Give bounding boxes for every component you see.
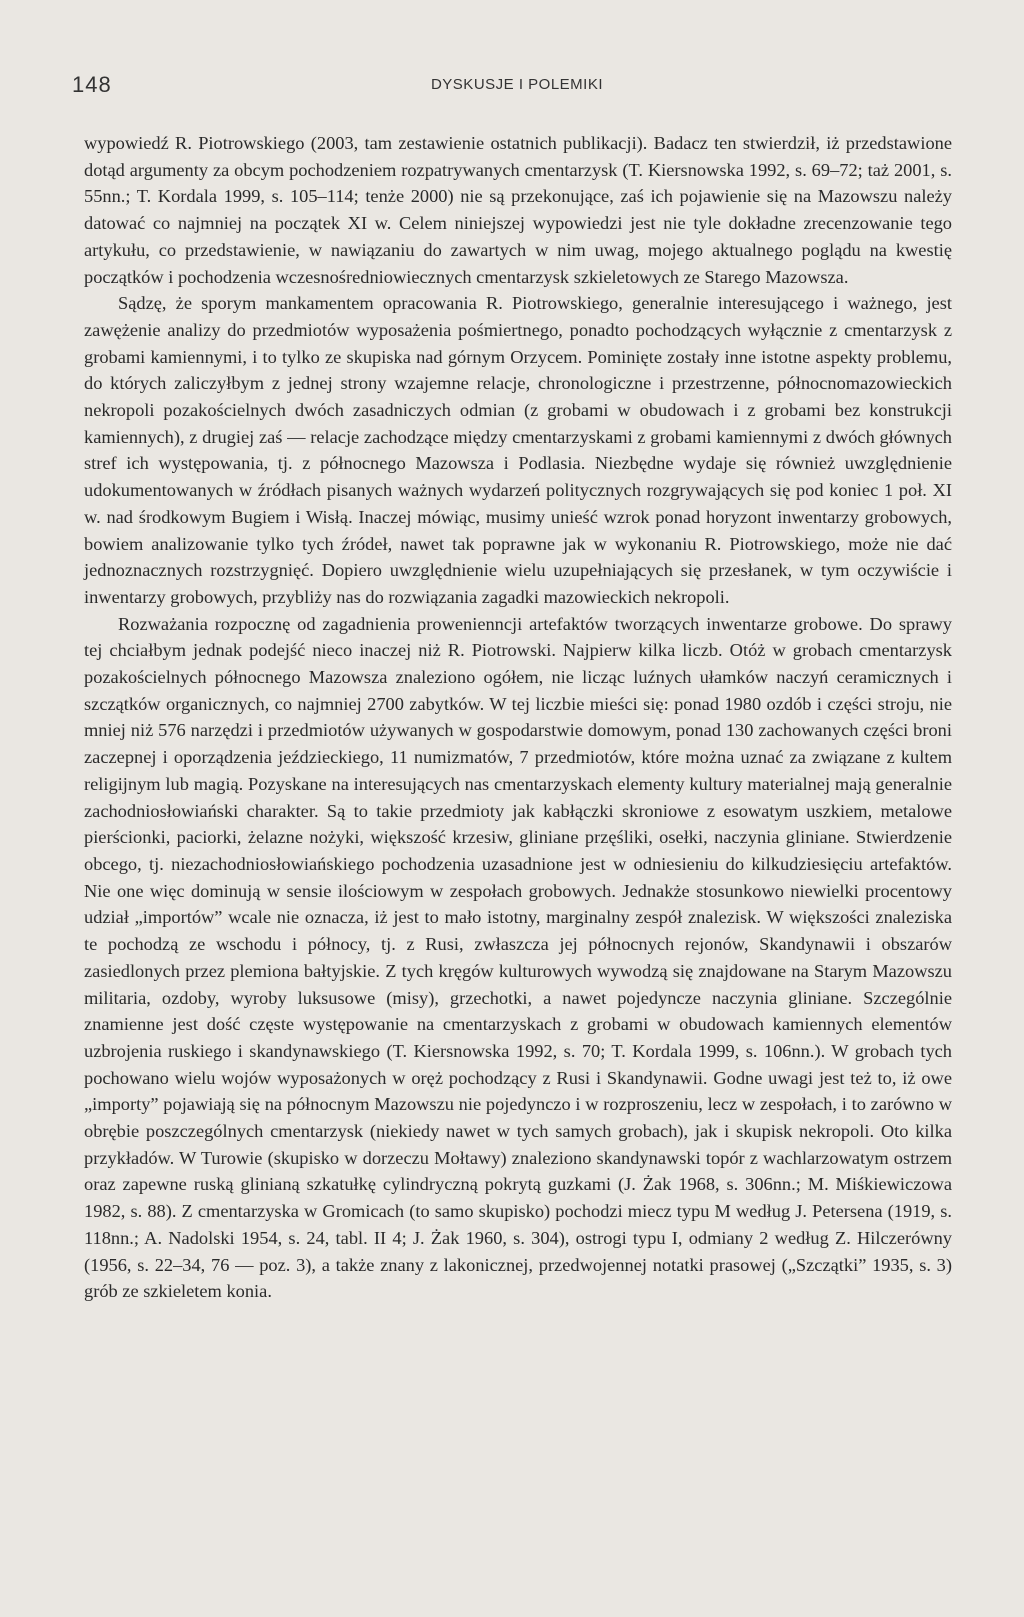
page-header — [72, 72, 962, 102]
paragraph-3: Rozważania rozpocznę od zagadnienia prowenienncji artefaktów tworzących inwentarze grobowe. Do sprawy tej chciałbym jednak podejść nieco inaczej niż R. Piotrowski. Najpierw kilka liczb. Otóż w grobach cmentarzysk pozakościelnych północnego Mazowsza znaleziono ogółem, nie licząc luźnych ułamków naczyń ceramicznych i szczątków organicznych, co najmniej 2700 zabytków. W tej liczbie mieści się: ponad 1980 ozdób i części stroju, nie mniej niż 576 narzędzi i przedmiotów używanych w gospodarstwie domowym, ponad 130 zachowanych części broni zaczepnej i oporządzenia jeździeckiego, 11 numizmatów, 7 przedmiotów, które można uznać za związane z kultem religijnym lub magią. Pozyskane na interesujących nas cmentarzyskach elementy kultury materialnej mają generalnie zachodniosłowiański charakter. Są to takie przedmioty jak kabłączki skroniowe z esowatym uszkiem, metalowe pierścionki, paciorki, żelazne nożyki, większość krzesiw, gliniane przęśliki, osełki, naczynia gliniane. Stwierdzenie obcego, tj. niezachodniosłowiańskiego pochodzenia uzasadnione jest w odniesieniu do kilkudziesięciu artefaktów. Nie one więc dominują w sensie ilościowym w zespołach grobowych. Jednakże stosunkowo niewielki procentowy udział „importów” wcale nie oznacza, iż jest to mało istotny, marginalny zespół znalezisk. W większości znaleziska te pochodzą ze wschodu i północy, tj. z Rusi, zwłaszcza jej północnych rejonów, Skandynawii i obszarów zasiedlonych przez plemiona bałtyjskie. Z tych kręgów kulturowych wywodzą się znajdowane na Starym Mazowszu militaria, ozdoby, wyroby luksusowe (misy), grzechotki, a nawet pojedyncze naczynia gliniane. Szczególnie znamienne jest dość częste występowanie na cmentarzyskach z grobami w obudowach kamiennych elementów uzbrojenia ruskiego i skandynawskiego (T. Kiersnowska 1992, s. 70; T. Kordala 1999, s. 106nn.). W grobach tych pochowano wielu wojów wyposażonych w oręż pochodzący z Rusi i Skandynawii. Godne uwagi jest też to, iż owe „importy” pojawiają się na północnym Mazowszu nie pojedynczo i w rozproszeniu, lecz w zespołach, i to zarówno w obrębie poszczególnych cmentarzysk (niekiedy nawet w tych samych grobach), jak i skupisk nekropoli. Oto kilka przykładów. W Turowie (skupisko w dorzeczu Mołtawy) znaleziono skandynawski topór z wachlarzowatym ostrzem oraz zapewne ruską glinianą szkatułkę cylindryczną pokrytą guzkami (J. Żak 1968, s. 306nn.; M. Miśkiewiczowa 1982, s. 88). Z cmentarzyska w Gromicach (to samo skupisko) pochodzi miecz typu M według J. Petersena (1919, s. 118nn.; A. Nadolski 1954, s. 24, tabl. II 4; J. Żak 1960, s. 304), ostrogi typu I, odmiany 2 według Z. Hilczerówny (1956, s. 22–34, 76 — poz. 3), a także znany z lakonicznej, przedwojennej notatki prasowej („Szczątki” 1935, s. 3) grób ze szkieletem konia. — [84, 613, 952, 1302]
page-number: 148 — [72, 72, 112, 97]
article-body — [84, 130, 952, 1305]
paragraph-1: wypowiedź R. Piotrowskiego (2003, tam zestawienie ostatnich publikacji). Badacz ten stwierdził, iż przedstawione dotąd argumenty za obcym pochodzeniem rozpatrywanych cmentarzysk (T. Kiersnowska 1992, s. 69–72; taż 2001, s. 55nn.; T. Kordala 1999, s. 105–114; tenże 2000) nie są przekonujące, zaś ich pojawienie się na Mazowszu należy datować co najmniej na początek XI w. Celem niniejszej wypowiedzi jest nie tyle dokładne zrecenzowanie tego artykułu, co przedstawienie, w nawiązaniu do zawartych w nim uwag, mojego aktualnego poglądu na kwestię początków i pochodzenia wczesnośredniowiecznych cmentarzysk szkieletowych ze Starego Mazowsza. — [84, 133, 952, 287]
paragraph-2: Sądzę, że sporym mankamentem opracowania R. Piotrowskiego, generalnie interesującego i ważnego, jest zawężenie analizy do przedmiotów wyposażenia pośmiertnego, ponadto pochodzących wyłącznie z cmentarzysk z grobami kamiennymi, i to tylko ze skupiska nad górnym Orzycem. Pominięte zostały inne istotne aspekty problemu, do których zaliczyłbym z jednej strony wzajemne relacje, chronologiczne i przestrzenne, północnomazowieckich nekropoli pozakościelnych dwóch zasadniczych odmian (z grobami w obudowach i z grobami bez konstrukcji kamiennych), z drugiej zaś — relacje zachodzące między cmentarzyskami z grobami kamiennymi z dwóch głównych stref ich występowania, tj. z północnego Mazowsza i Podlasia. Niezbędne wydaje się również uwzględnienie udokumentowanych w źródłach pisanych ważnych wydarzeń politycznych rozgrywających się pod koniec 1 poł. XI w. nad środkowym Bugiem i Wisłą. Inaczej mówiąc, musimy unieść wzrok ponad horyzont inwentarzy grobowych, bowiem analizowanie tylko tych źródeł, nawet tak poprawne jak w wykonaniu R. Piotrowskiego, może nie dać jednoznacznych rozstrzygnięć. Dopiero uwzględnienie wielu uzupełniających się przesłanek, w tym oczywiście i inwentarzy grobowych, przybliży nas do rozwiązania zagadki mazowieckich nekropoli. — [84, 293, 952, 607]
running-head: DYSKUSJE I POLEMIKI — [430, 76, 604, 93]
